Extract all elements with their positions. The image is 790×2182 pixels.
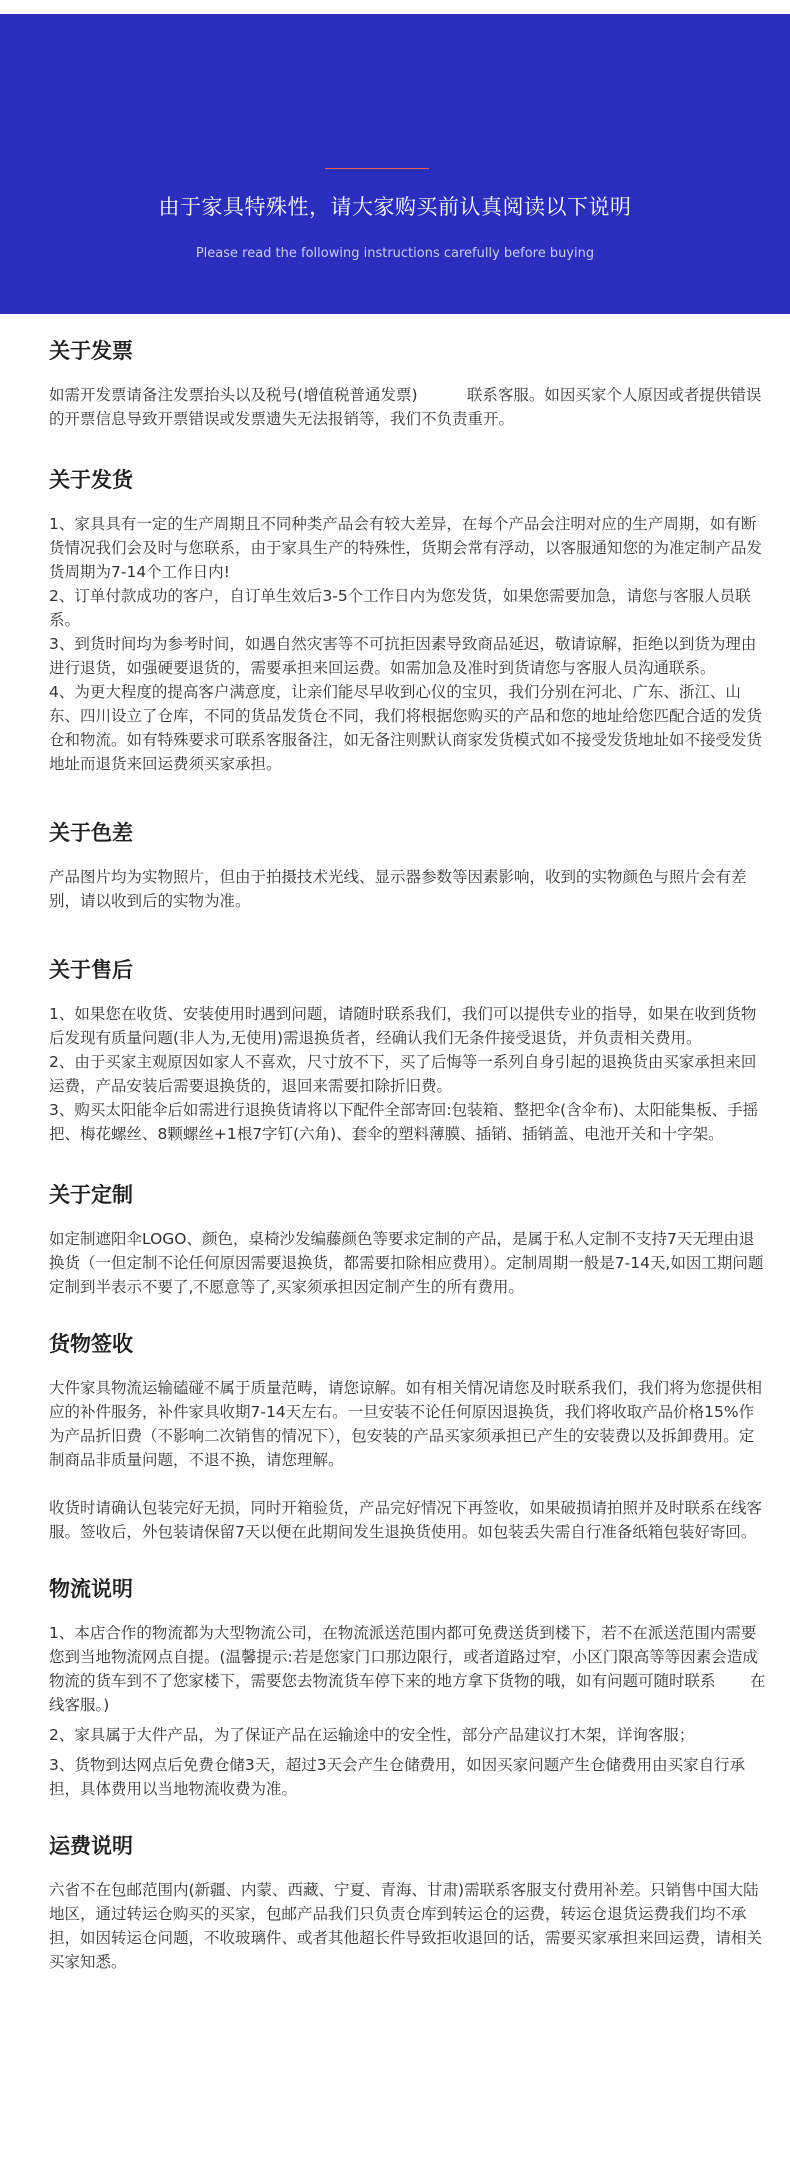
- section-paragraph: 2、订单付款成功的客户，自订单生效后3-5个工作日内为您发货，如果您需要加急，请您与客服人员联系。: [49, 587, 751, 629]
- section-paragraph: 1、本店合作的物流都为大型物流公司，在物流派送范围内都可免费送货到楼下，若不在派送范围内需要您到当地物流网点自提。(温馨提示:若是您家门口那边限行，或者道路过窄，小区门限高等等因素会造成物流的货车到不了您家楼下，需要您去物流货车停下来的地方拿下货物的哦，如有问题可随时联系 在线客服。): [49, 1624, 766, 1714]
- section-paragraph: 3、到货时间均为参考时间，如遇自然灾害等不可抗拒因素导致商品延迟，敬请谅解，拒绝以到货为理由进行退货，如强硬要退货的，需要承担来回运费。如需加急及准时到货请您与客服人员沟通联系。: [49, 635, 757, 677]
- section-title: 关于色差: [49, 821, 133, 845]
- section-paragraph: 1、家具具有一定的生产周期且不同种类产品会有较大差异，在每个产品会注明对应的生产周期，如有断货情况我们会及时与您联系，由于家具生产的特殊性，货期会常有浮动，以客服通知您的为准定制产品发货周期为7-14个工作日内!: [49, 515, 763, 581]
- section-logistics: [49, 1574, 767, 1801]
- section-paragraph: 2、家具属于大件产品，为了保证产品在运输途中的安全性，部分产品建议打木架，详询客服；: [49, 1726, 695, 1744]
- section-paragraph: 产品图片均为实物照片，但由于拍摄技术光线、显示器参数等因素影响，收到的实物颜色与照片会有差别，请以收到后的实物为准。: [49, 868, 747, 910]
- page-title: 由于家具特殊性，请大家购买前认真阅读以下说明: [158, 195, 632, 219]
- section-paragraph: 3、购买太阳能伞后如需进行退换货请将以下配件全部寄回:包装箱、整把伞(含伞布)、太阳能集板、手摇把、梅花螺丝、8颗螺丝+1根7字钉(六角)、套伞的塑料薄膜、插销、插销盖、电池开关和十字架。: [49, 1101, 759, 1143]
- header-banner: [0, 14, 790, 314]
- notice-content: [49, 336, 767, 1974]
- section-customization: [49, 1180, 767, 1299]
- section-title: 关于定制: [49, 1183, 133, 1207]
- section-title: 关于售后: [49, 958, 133, 982]
- section-paragraph: 1、如果您在收货、安装使用时遇到问题，请随时联系我们，我们可以提供专业的指导，如果在收到货物后发现有质量问题(非人为,无使用)需退换货者，经确认我们无条件接受退货，并负责相关费用。: [49, 1005, 757, 1047]
- section-shipping: [49, 465, 767, 776]
- section-paragraph: 大件家具物流运输磕碰不属于质量范畴，请您谅解。如有相关情况请您及时联系我们，我们将为您提供相应的补件服务，补件家具收期7-14天左右。一旦安装不论任何原因退换货，我们将收取产品价格15%作为产品折旧费（不影响二次销售的情况下），包安装的产品买家须承担已产生的安装费以及拆卸费用。定制商品非质量问题，不退不换，请您理解。: [49, 1379, 763, 1469]
- section-after-sales: [49, 955, 767, 1146]
- section-title: 关于发票: [49, 339, 133, 363]
- page-subtitle: Please read the following instructions carefully before buying: [195, 246, 595, 261]
- section-paragraph: 2、由于买家主观原因如家人不喜欢，尺寸放不下，买了后悔等一系列自身引起的退换货由买家承担来回运费，产品安装后需要退换货的，退回来需要扣除折旧费。: [49, 1053, 757, 1095]
- section-paragraph: 4、为更大程度的提高客户满意度，让亲们能尽早收到心仪的宝贝，我们分别在河北、广东、浙江、山东、四川设立了仓库，不同的货品发货仓不同，我们将根据您购买的产品和您的地址给您匹配合适的发货仓和物流。如有特殊要求可联系客服备注，如无备注则默认商家发货模式如不接受发货地址如不接受发货地址而退货来回运费须买家承担。: [49, 683, 763, 773]
- section-paragraph: 如需开发票请备注发票抬头以及税号(增值税普通发票) 联系客服。如因买家个人原因或者提供错误的开票信息导致开票错误或发票遗失无法报销等，我们不负责重开。: [49, 386, 762, 428]
- section-title: 关于发货: [49, 468, 133, 492]
- section-delivery-signing: [49, 1329, 767, 1544]
- section-paragraph: 六省不在包邮范围内(新疆、内蒙、西藏、宁夏、青海、甘肃)需联系客服支付费用补差。只销售中国大陆地区，通过转运仓购买的买家，包邮产品我们只负责仓库到转运仓的运费，转运仓退货运费我们均不承担，如因转运仓问题，不收玻璃件、或者其他超长件导致拒收退回的话，需要买家承担来回运费，请相关买家知悉。: [49, 1881, 763, 1971]
- header-divider: [325, 168, 429, 169]
- section-paragraph: 如定制遮阳伞LOGO、颜色，桌椅沙发编藤颜色等要求定制的产品，是属于私人定制不支持7天无理由退换货（一但定制不论任何原因需要退换货，都需要扣除相应费用）。定制周期一般是7-14天,如因工期问题定制到半表示不要了,不愿意等了,买家须承担因定制产生的所有费用。: [49, 1230, 764, 1296]
- section-title: 运费说明: [49, 1834, 133, 1858]
- section-invoice: [49, 336, 767, 431]
- section-color-difference: [49, 818, 767, 913]
- section-paragraph: 收货时请确认包装完好无损，同时开箱验货，产品完好情况下再签收，如果破损请拍照并及时联系在线客服。签收后，外包装请保留7天以便在此期间发生退换货使用。如包装丢失需自行准备纸箱包装好寄回。: [49, 1499, 763, 1541]
- section-title: 货物签收: [49, 1332, 133, 1356]
- section-freight: [49, 1831, 767, 1974]
- section-title: 物流说明: [49, 1577, 133, 1601]
- section-paragraph: 3、货物到达网点后免费仓储3天，超过3天会产生仓储费用，如因买家问题产生仓储费用由买家自行承担，具体费用以当地物流收费为准。: [49, 1756, 746, 1798]
